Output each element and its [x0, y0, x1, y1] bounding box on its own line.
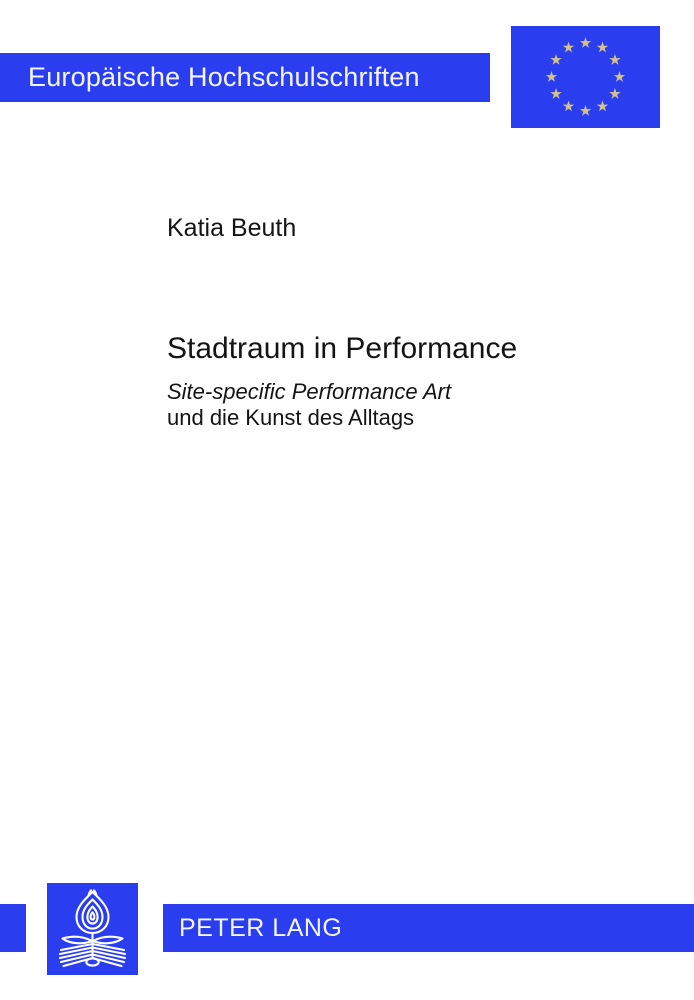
subtitle-line-regular: und die Kunst des Alltags [167, 405, 415, 430]
series-banner-label: Europäische Hochschulschriften [28, 62, 420, 92]
publisher-bar [163, 904, 694, 952]
book-title: Stadtraum in Performance [167, 332, 518, 365]
subtitle-line-italic: Site-specific Performance Art [167, 379, 452, 404]
publisher-bar-left-stub [0, 904, 26, 952]
book-subtitle [167, 379, 451, 431]
publisher-logo [47, 883, 138, 975]
tulip-open-book-logo-icon [47, 883, 138, 975]
author-name: Katia Beuth [167, 214, 297, 242]
series-banner [0, 53, 490, 102]
publisher-name: PETER LANG [179, 913, 343, 942]
eu-flag-svg [511, 26, 660, 128]
eu-flag-icon [511, 26, 660, 128]
